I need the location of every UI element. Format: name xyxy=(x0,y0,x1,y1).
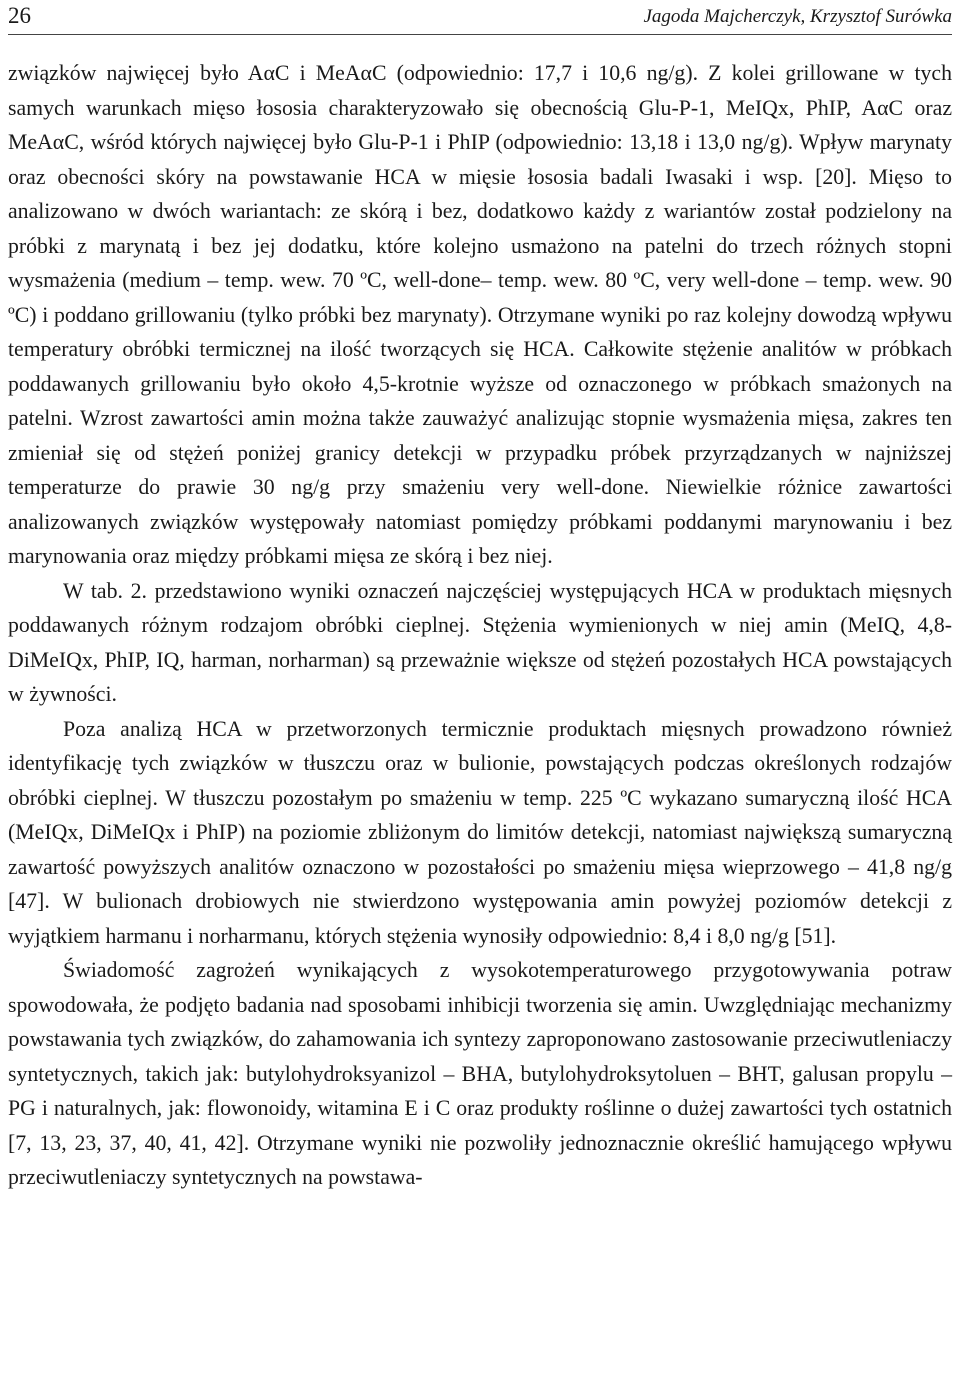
page-number: 26 xyxy=(8,3,31,28)
paragraph-1: związków najwięcej było AαC i MeAαC (odpowiednio: 17,7 i 10,6 ng/g). Z kolei grillowane w tych samych warunkach mięso łososia charakteryzowało się obecnością Glu-P-1, MeIQx, PhIP, AαC oraz MeAαC, wśród których najwięcej było Glu-P-1 i PhIP (odpowiednio: 13,18 i 13,0 ng/g). Wpływ marynaty oraz obecności skóry na powstawanie HCA w mięsie łososia badali Iwasaki i wsp. [20]. Mięso to analizowano w dwóch wariantach: ze skórą i bez, dodatkowo każdy z wariantów został podzielony na próbki z marynatą i bez jej dodatku, które kolejno usmażono na patelni do trzech różnych stopni wysmażenia (medium – temp. wew. 70 ºC, well-done– temp. wew. 80 ºC, very well-done – temp. wew. 90 ºC) i poddano grillowaniu (tylko próbki bez marynaty). Otrzymane wyniki po raz kolejny dowodzą wpływu temperatury obróbki termicznej na ilość tworzących się HCA. Całkowite stężenie analitów w próbkach poddawanych grillowaniu było około 4,5-krotnie wyższe od oznaczonego w próbkach smażonych na patelni. Wzrost zawartości amin można także zauważyć analizując stopnie wysmażenia mięsa, zakres ten zmieniał się od stężeń poniżej granicy detekcji w przypadku próbek przyrządzanych w najniższej temperaturze do prawie 30 ng/g przy smażeniu very well-done. Niewielkie różnice zawartości analizowanych związków występowały natomiast pomiędzy próbkami poddanymi marynowaniu i bez marynowania oraz między próbkami mięsa ze skórą i bez niej. xyxy=(8,61,952,568)
paragraph-2: W tab. 2. przedstawiono wyniki oznaczeń najczęściej występujących HCA w produktach mięsnych poddawanych różnym rodzajom obróbki cieplnej. Stężenia wymienionych w niej amin (MeIQ, 4,8-DiMeIQx, PhIP, IQ, harman, norharman) są przeważnie większe od stężeń pozostałych HCA powstających w żywności. xyxy=(8,578,952,706)
body-text xyxy=(8,56,952,1195)
running-head: Jagoda Majcherczyk, Krzysztof Surówka xyxy=(643,6,952,27)
page-header xyxy=(8,0,952,35)
paragraph-4: Świadomość zagrożeń wynikających z wysokotemperaturowego przygotowywania potraw spowodowała, że podjęto badania nad sposobami inhibicji tworzenia się amin. Uwzględniając mechanizmy powstawania tych związków, do zahamowania ich syntezy zaproponowano zastosowanie przeciwutleniaczy syntetycznych, takich jak: butylohydroksyanizol – BHA, butylohydroksytoluen – BHT, galusan propylu – PG i naturalnych, jak: flowonoidy, witamina E i C oraz produkty roślinne o dużej zawartości tych ostatnich [7, 13, 23, 37, 40, 41, 42]. Otrzymane wyniki nie pozwoliły jednoznacznie określić hamującego wpływu przeciwutleniaczy syntetycznych na powstawa- xyxy=(8,958,952,1189)
paragraph-3: Poza analizą HCA w przetworzonych termicznie produktach mięsnych prowadzono również identyfikację tych związków w tłuszczu oraz w bulionie, powstających podczas określonych rodzajów obróbki cieplnej. W tłuszczu pozostałym po smażeniu w temp. 225 ºC wykazano sumaryczną ilość HCA (MeIQx, DiMeIQx i PhIP) na poziomie zbliżonym do limitów detekcji, natomiast największą sumaryczną zawartość powyższych analitów oznaczono w pozostałości po smażeniu mięsa wieprzowego – 41,8 ng/g [47]. W bulionach drobiowych nie stwierdzono występowania amin powyżej poziomów detekcji z wyjątkiem harmanu i norharmanu, których stężenia wynosiły odpowiednio: 8,4 i 8,0 ng/g [51]. xyxy=(8,716,952,948)
